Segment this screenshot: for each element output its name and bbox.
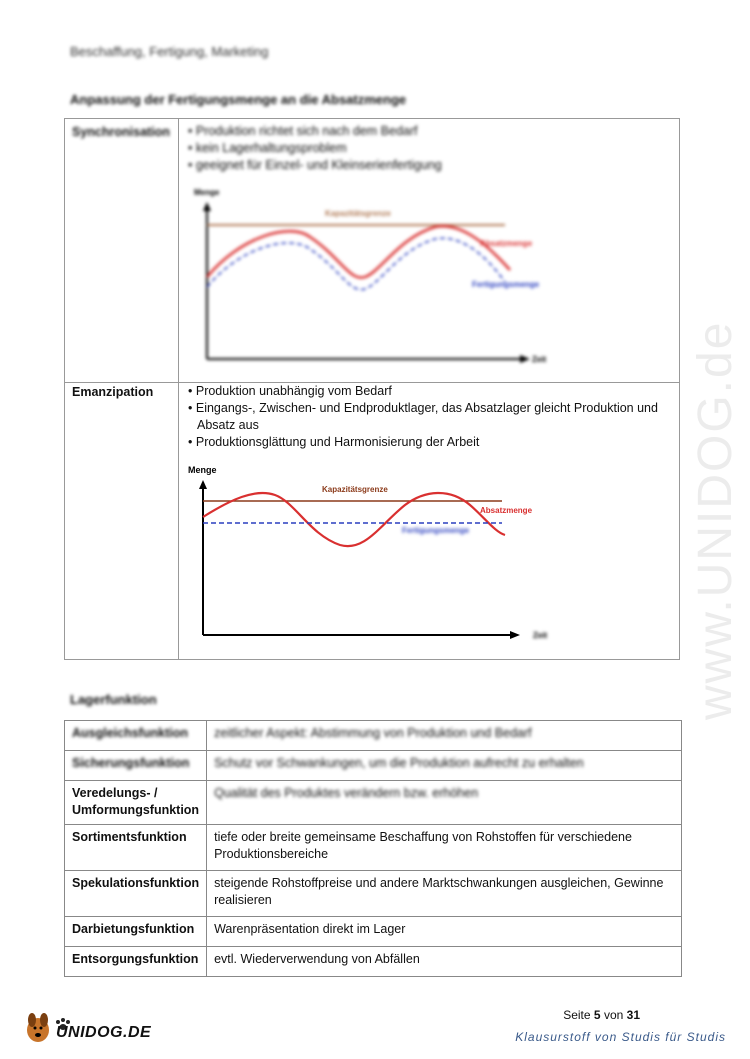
row-label-emanzipation: Emanzipation (72, 385, 154, 399)
table-row (65, 947, 682, 977)
section-title-lagerfunktion: Lagerfunktion (70, 692, 157, 707)
bullet-list-synchronisation (187, 123, 667, 174)
chart-ylabel: Menge (188, 465, 217, 475)
list-item: • Produktion unabhängig vom Bedarf (187, 383, 667, 400)
list-item: • kein Lagerhaltungsproblem (187, 140, 667, 157)
list-item: • geeignet für Einzel- und Kleinserienfertigung (187, 157, 667, 174)
table-row (65, 871, 682, 917)
footer-slogan: Klausurstoff von Studis für Studis (515, 1030, 726, 1044)
chart-xlabel: Zeit (532, 355, 547, 364)
page-header: Beschaffung, Fertigung, Marketing (70, 44, 269, 59)
bullet-list-emanzipation (187, 383, 667, 451)
y-axis-arrow (203, 202, 211, 211)
lagerfunktion-table (64, 720, 682, 977)
production-line (207, 238, 505, 289)
unidog-logo (22, 1010, 152, 1051)
table-row (65, 825, 682, 871)
row-label-synchronisation: Synchronisation (72, 125, 170, 139)
capacity-label: Kapazitätsgrenze (322, 485, 388, 494)
page-number (563, 1008, 640, 1022)
function-description: Warenpräsentation direkt im Lager (207, 917, 682, 947)
sales-label: Absatzmenge (480, 506, 533, 515)
list-item: • Produktion richtet sich nach dem Bedarf (187, 123, 667, 140)
function-name: Ausgleichsfunktion (65, 721, 207, 751)
capacity-label: Kapazitätsgrenze (325, 209, 391, 218)
list-item: • Eingangs-, Zwischen- und Endproduktlager, das Absatzlager gleicht Produktion und Absatz aus (187, 400, 667, 434)
function-description: evtl. Wiederverwendung von Abfällen (207, 947, 682, 977)
function-name: Veredelungs- / Umformungsfunktion (65, 781, 207, 825)
x-axis-arrow (520, 355, 530, 363)
total-pages: 31 (626, 1008, 640, 1022)
table-row (65, 781, 682, 825)
function-name: Entsorgungsfunktion (65, 947, 207, 977)
x-axis-arrow (510, 631, 520, 639)
current-page: 5 (593, 1008, 601, 1022)
page-separator: von (603, 1008, 624, 1022)
function-description: zeitlicher Aspekt: Abstimmung von Produktion und Bedarf (207, 721, 682, 751)
function-description: steigende Rohstoffpreise und andere Marktschwankungen ausgleichen, Gewinne realisieren (207, 871, 682, 917)
chart-ylabel: Menge (194, 188, 220, 197)
chart-xlabel: Zeit (533, 631, 548, 640)
function-name: Sicherungsfunktion (65, 751, 207, 781)
y-axis-arrow (199, 480, 207, 489)
logo-text: UNIDOG.DE (56, 1024, 152, 1041)
synchronisation-chart (180, 182, 580, 372)
emanzipation-chart (180, 460, 580, 650)
list-item: • Produktionsglättung und Harmonisierung der Arbeit (187, 434, 667, 451)
function-description: tiefe oder breite gemeinsame Beschaffung von Rohstoffen für verschiedene Produktionsbereiche (207, 825, 682, 871)
function-description: Qualität des Produktes verändern bzw. erhöhen (207, 781, 682, 825)
table-row (65, 721, 682, 751)
table-row (65, 917, 682, 947)
section-title-anpassung: Anpassung der Fertigungsmenge an die Absatzmenge (70, 92, 407, 107)
page-prefix: Seite (563, 1008, 591, 1022)
table-row (65, 751, 682, 781)
production-label: Fertigungsmenge (402, 526, 470, 535)
sales-label: Absatzmenge (480, 239, 533, 248)
function-name: Darbietungsfunktion (65, 917, 207, 947)
function-description: Schutz vor Schwankungen, um die Produktion aufrecht zu erhalten (207, 751, 682, 781)
watermark: www.UNIDOG.de (689, 320, 742, 720)
function-name: Sortimentsfunktion (65, 825, 207, 871)
production-label: Fertigungsmenge (472, 280, 540, 289)
function-name: Spekulationsfunktion (65, 871, 207, 917)
